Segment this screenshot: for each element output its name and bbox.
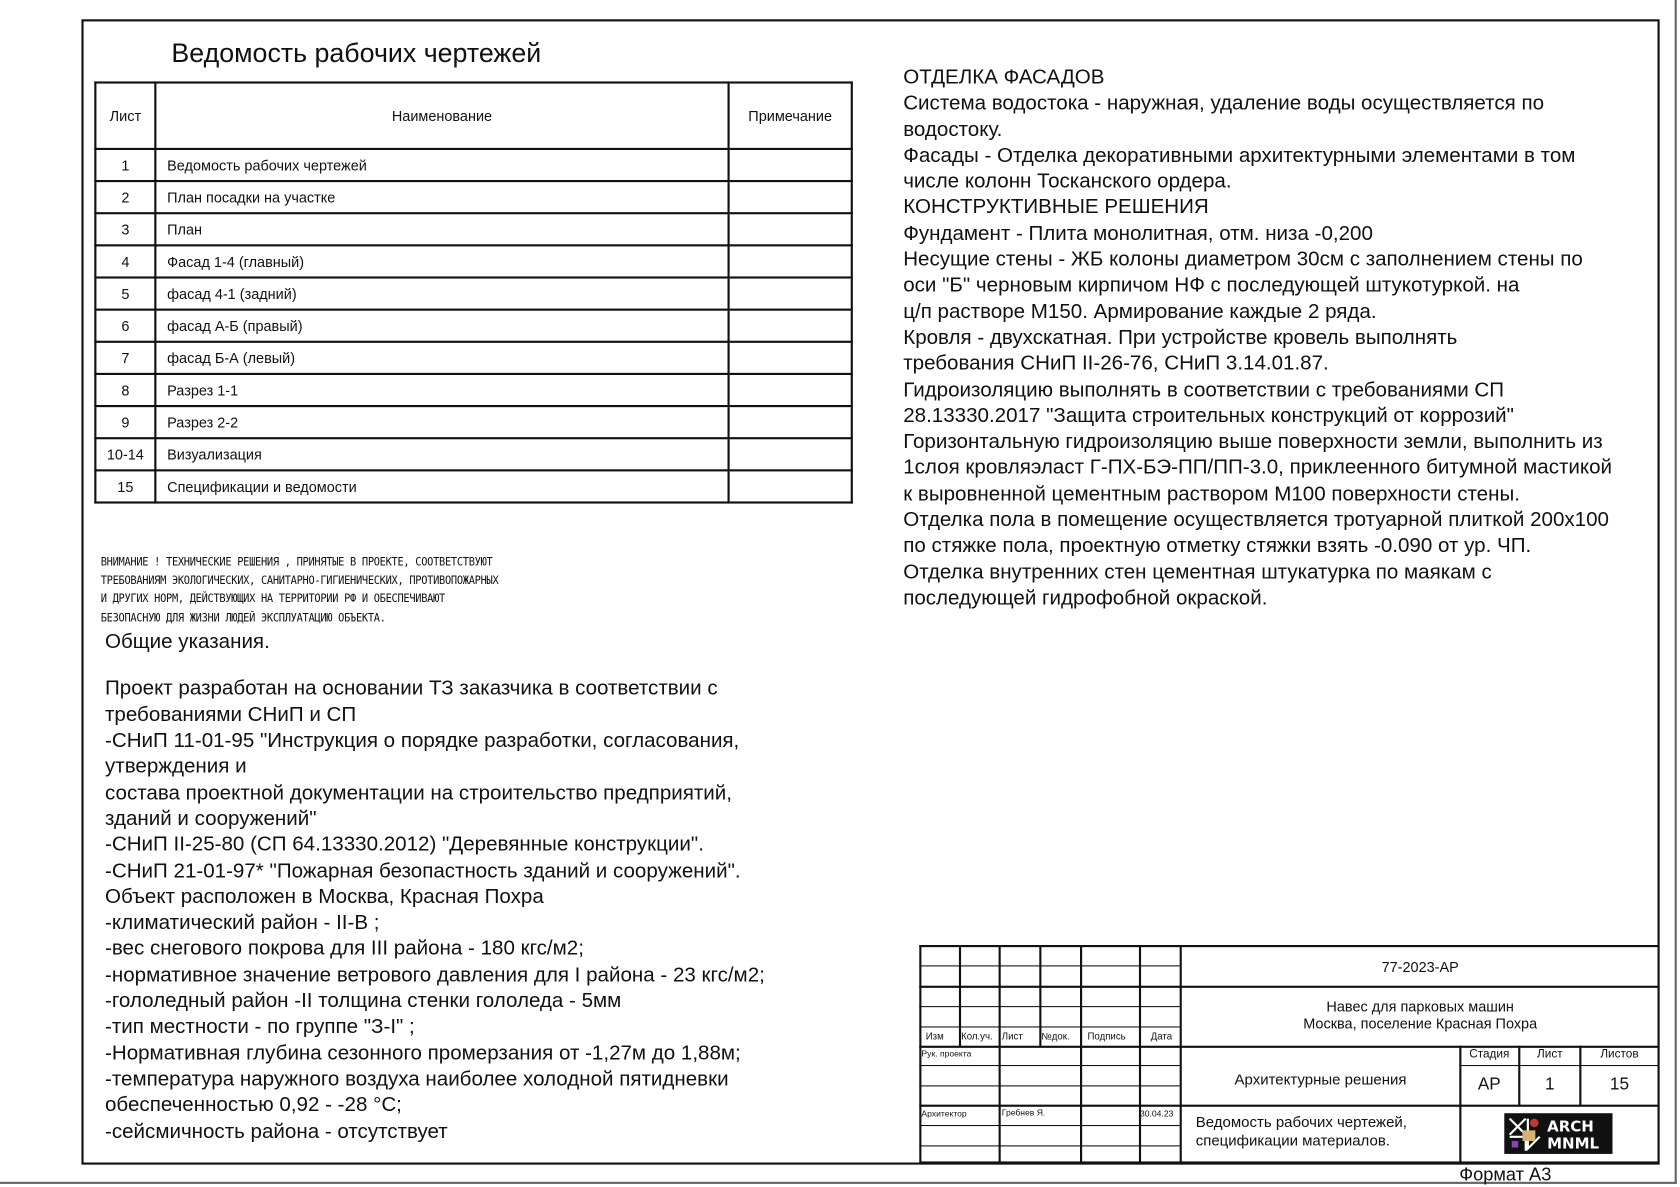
table-row (95, 213, 851, 245)
construction-note-line: Горизонтальную гидроизоляцию выше поверхности земли, выполнить из (903, 430, 1603, 454)
header-name: Наименование (155, 83, 728, 149)
sheet-note (729, 374, 852, 406)
sheet-number: 7 (95, 342, 155, 374)
construction-note-line: Отделка внутренних стен цементная штукатурка по маякам с (903, 561, 1492, 584)
sheet-name: Разрез 1-1 (155, 374, 728, 406)
col-header-signature: Подпись (1087, 1030, 1126, 1042)
construction-note-line: Кровля - двухскатная. При устройстве кровель выполнять (903, 326, 1458, 350)
construction-note-line: Несущие стены - ЖБ колоны диаметром 30см с заполнением стены по (903, 248, 1583, 272)
col-header-change: Изм (925, 1030, 944, 1042)
construction-notes (903, 65, 1612, 612)
sheet-format: Формат А3 (1459, 1164, 1552, 1186)
stage-label: Стадия (1469, 1047, 1510, 1061)
table-row (95, 310, 851, 342)
table-row (95, 374, 851, 406)
sheet-number: 5 (95, 278, 155, 310)
general-note-line (105, 656, 765, 677)
general-note-line: -СНиП 11-01-95 "Инструкция о порядке разработки, согласования, (105, 729, 740, 753)
construction-note-line: ОТДЕЛКА ФАСАДОВ (903, 66, 1105, 89)
general-note-line: -СНиП II-25-80 (СП 64.13330.2012) "Деревянные конструкции". (105, 833, 704, 857)
general-note-line: утверждения и (105, 755, 247, 779)
sheet-number: 9 (95, 406, 155, 438)
general-note-line: Общие указания. (105, 631, 270, 654)
stage-value: АР (1477, 1075, 1501, 1094)
warning-line: БЕЗОПАСНУЮ ДЛЯ ЖИЗНИ ЛЮДЕЙ ЭКСПЛУАТАЦИЮ ОБЪЕКТА. (100, 611, 386, 625)
table-row (95, 181, 851, 213)
sheet-name: План посадки на участке (155, 181, 728, 213)
construction-note-line: КОНСТРУКТИВНЫЕ РЕШЕНИЯ (903, 196, 1209, 220)
sheet-name: План (155, 213, 728, 245)
sheet-note (729, 470, 852, 502)
sheet-number: 1 (95, 149, 155, 181)
table-row (95, 278, 851, 310)
drawing-name-line2: спецификации материалов. (1195, 1131, 1390, 1149)
construction-note-line: 1слоя кровляэласт Г-ПХ-БЭ-ПП/ПП-3.0, приклеенного битумной мастикой (903, 456, 1613, 480)
project-name: Навес для парковых машин (1326, 998, 1514, 1015)
role-project-lead: Рук. проекта (921, 1048, 972, 1059)
table-row (95, 342, 851, 374)
sheet-number: 15 (95, 470, 155, 502)
project-code: 77-2023-АР (1381, 958, 1459, 976)
construction-note-line: Отделка пола в помещение осуществляется тротуарной плиткой 200х100 (903, 508, 1609, 532)
sheet-name: фасад 4-1 (задний) (155, 278, 728, 310)
sheet-note (729, 245, 852, 277)
construction-note-line: Система водостока - наружная, удаление воды осуществляется по (903, 92, 1545, 115)
general-note-line: -тип местности - по группе "З-I" ; (105, 1016, 415, 1039)
general-note-line: -температура наружного воздуха наиболее холодной пятидневки (105, 1068, 729, 1091)
construction-note-line: водостоку. (903, 118, 1003, 141)
table-row (95, 406, 851, 438)
col-header-sheet: Лист (1001, 1030, 1023, 1042)
warning-line: И ДРУГИХ НОРМ, ДЕЙСТВУЮЩИХ НА ТЕРРИТОРИИ РФ И ОБЕСПЕЧИВАЮТ (100, 592, 445, 606)
sheet-number: 2 (95, 181, 155, 213)
construction-note-line: Фасады - Отделка декоративными архитектурными элементами в том (903, 144, 1576, 168)
drawings-list-table (94, 81, 853, 503)
architect-name: Гребнев Я. (1001, 1107, 1046, 1118)
general-note-line: -нормативное значение ветрового давления для I района - 23 кгс/м2; (105, 964, 765, 987)
svg-text:MNML: MNML (1547, 1134, 1600, 1153)
col-header-date: Дата (1150, 1030, 1173, 1042)
construction-note-line: к выровненной цементным раствором М100 поверхности стены. (903, 482, 1520, 506)
general-note-line: состава проектной документации на строительство предприятий, (105, 781, 732, 805)
general-note-line: Проект разработан на основании ТЗ заказчика в соответствии с (105, 677, 718, 701)
construction-note-line: числе колонн Тосканского ордера. (903, 170, 1232, 194)
arch-mnml-logo (1504, 1113, 1612, 1154)
construction-note-line: требования СНиП II-26-76, СНиП 3.14.01.87. (903, 352, 1329, 376)
col-header-qty: Кол.уч. (961, 1030, 993, 1042)
construction-note-line: последующей гидрофобной окраской. (903, 587, 1268, 610)
general-notes (105, 630, 765, 1145)
construction-note-line: Фундамент - Плита монолитная, отм. низа -0,200 (903, 222, 1373, 246)
section-name: Архитектурные решения (1234, 1070, 1407, 1088)
sheet-name: Разрез 2-2 (155, 406, 728, 438)
sheet-name: Визуализация (155, 438, 728, 470)
sign-date: 30.04.23 (1140, 1108, 1174, 1119)
sheets-label: Листов (1600, 1047, 1639, 1061)
general-note-line: зданий и сооружений" (105, 807, 317, 831)
general-note-line: требованиями СНиП и СП (105, 703, 357, 727)
construction-note-line: оси "Б" черновым кирпичом НФ с последующей штукотуркой. на (903, 274, 1520, 298)
sheet-note (729, 278, 852, 310)
construction-note-line: 28.13330.2017 "Защита строительных конструкций от коррозий" (903, 404, 1514, 428)
sheet-name: Фасад 1-4 (главный) (155, 245, 728, 277)
general-note-line: -сейсмичность района - отсутствует (105, 1120, 448, 1143)
general-note-line: -Нормативная глубина сезонного промерзания от -1,27м до 1,88м; (105, 1042, 741, 1065)
sheet-name: Ведомость рабочих чертежей (155, 149, 728, 181)
sheet-number: 10-14 (95, 438, 155, 470)
general-note-line: Объект расположен в Москва, Красная Похра (105, 885, 544, 909)
warning-notice (101, 554, 499, 628)
sheets-value: 15 (1609, 1075, 1629, 1094)
general-note-line: -гололедный район -II толщина стенки гололеда - 5мм (105, 990, 622, 1013)
sheet-note (729, 310, 852, 342)
construction-note-line: по стяжке пола, проектную отметку стяжки взять -0.090 от ур. ЧП. (903, 535, 1532, 558)
sheet-note (729, 149, 852, 181)
project-location: Москва, поселение Красная Похра (1303, 1015, 1538, 1032)
sheet-label: Лист (1537, 1047, 1563, 1061)
general-note-line: -вес снегового покрова для III района - 180 кгс/м2; (105, 937, 584, 961)
table-row (95, 245, 851, 277)
warning-line: ТРЕБОВАНИЯМ ЭКОЛОГИЧЕСКИХ, САНИТАРНО-ГИГИЕНИЧЕСКИХ, ПРОТИВОПОЖАРНЫХ (100, 574, 499, 588)
sheet-number: 4 (95, 245, 155, 277)
sheet-value: 1 (1545, 1075, 1555, 1094)
sheet-title: Ведомость рабочих чертежей (171, 38, 542, 69)
sheet-name: фасад А-Б (правый) (155, 310, 728, 342)
title-block (919, 945, 1658, 1164)
general-note-line: -СНиП 21-01-97* "Пожарная безопастность зданий и сооружений". (105, 859, 741, 883)
svg-text:ARCH: ARCH (1547, 1117, 1594, 1136)
sheet-note (729, 213, 852, 245)
role-architect: Архитектор (921, 1108, 967, 1119)
sheet-note (729, 438, 852, 470)
sheet-number: 8 (95, 374, 155, 406)
warning-line: ВНИМАНИЕ ! ТЕХНИЧЕСКИЕ РЕШЕНИЯ , ПРИНЯТЫЕ В ПРОЕКТЕ, СООТВЕТСТВУЮТ (100, 556, 493, 569)
table-header-row (95, 83, 851, 149)
header-note: Примечание (729, 83, 852, 149)
header-sheet: Лист (95, 83, 155, 149)
table-row (95, 149, 851, 181)
table-row (95, 470, 851, 502)
sheet-name: Спецификации и ведомости (155, 470, 728, 502)
general-note-line: обеспеченностью 0,92 - -28 °С; (105, 1094, 402, 1117)
general-note-line: -климатический район - II-В ; (105, 911, 380, 935)
sheet-note (729, 406, 852, 438)
construction-note-line: Гидроизоляцию выполнять в соответствии с требованиями СП (903, 378, 1505, 402)
sheet-number: 3 (95, 213, 155, 245)
sheet-note (729, 342, 852, 374)
sheet-name: фасад Б-А (левый) (155, 342, 728, 374)
col-header-doc: №док. (1041, 1030, 1070, 1042)
construction-note-line: ц/п растворе М150. Армирование каждые 2 ряда. (903, 300, 1377, 324)
sheet-note (729, 181, 852, 213)
sheet-number: 6 (95, 310, 155, 342)
table-row (95, 438, 851, 470)
drawing-name-line1: Ведомость рабочих чертежей, (1195, 1113, 1407, 1131)
